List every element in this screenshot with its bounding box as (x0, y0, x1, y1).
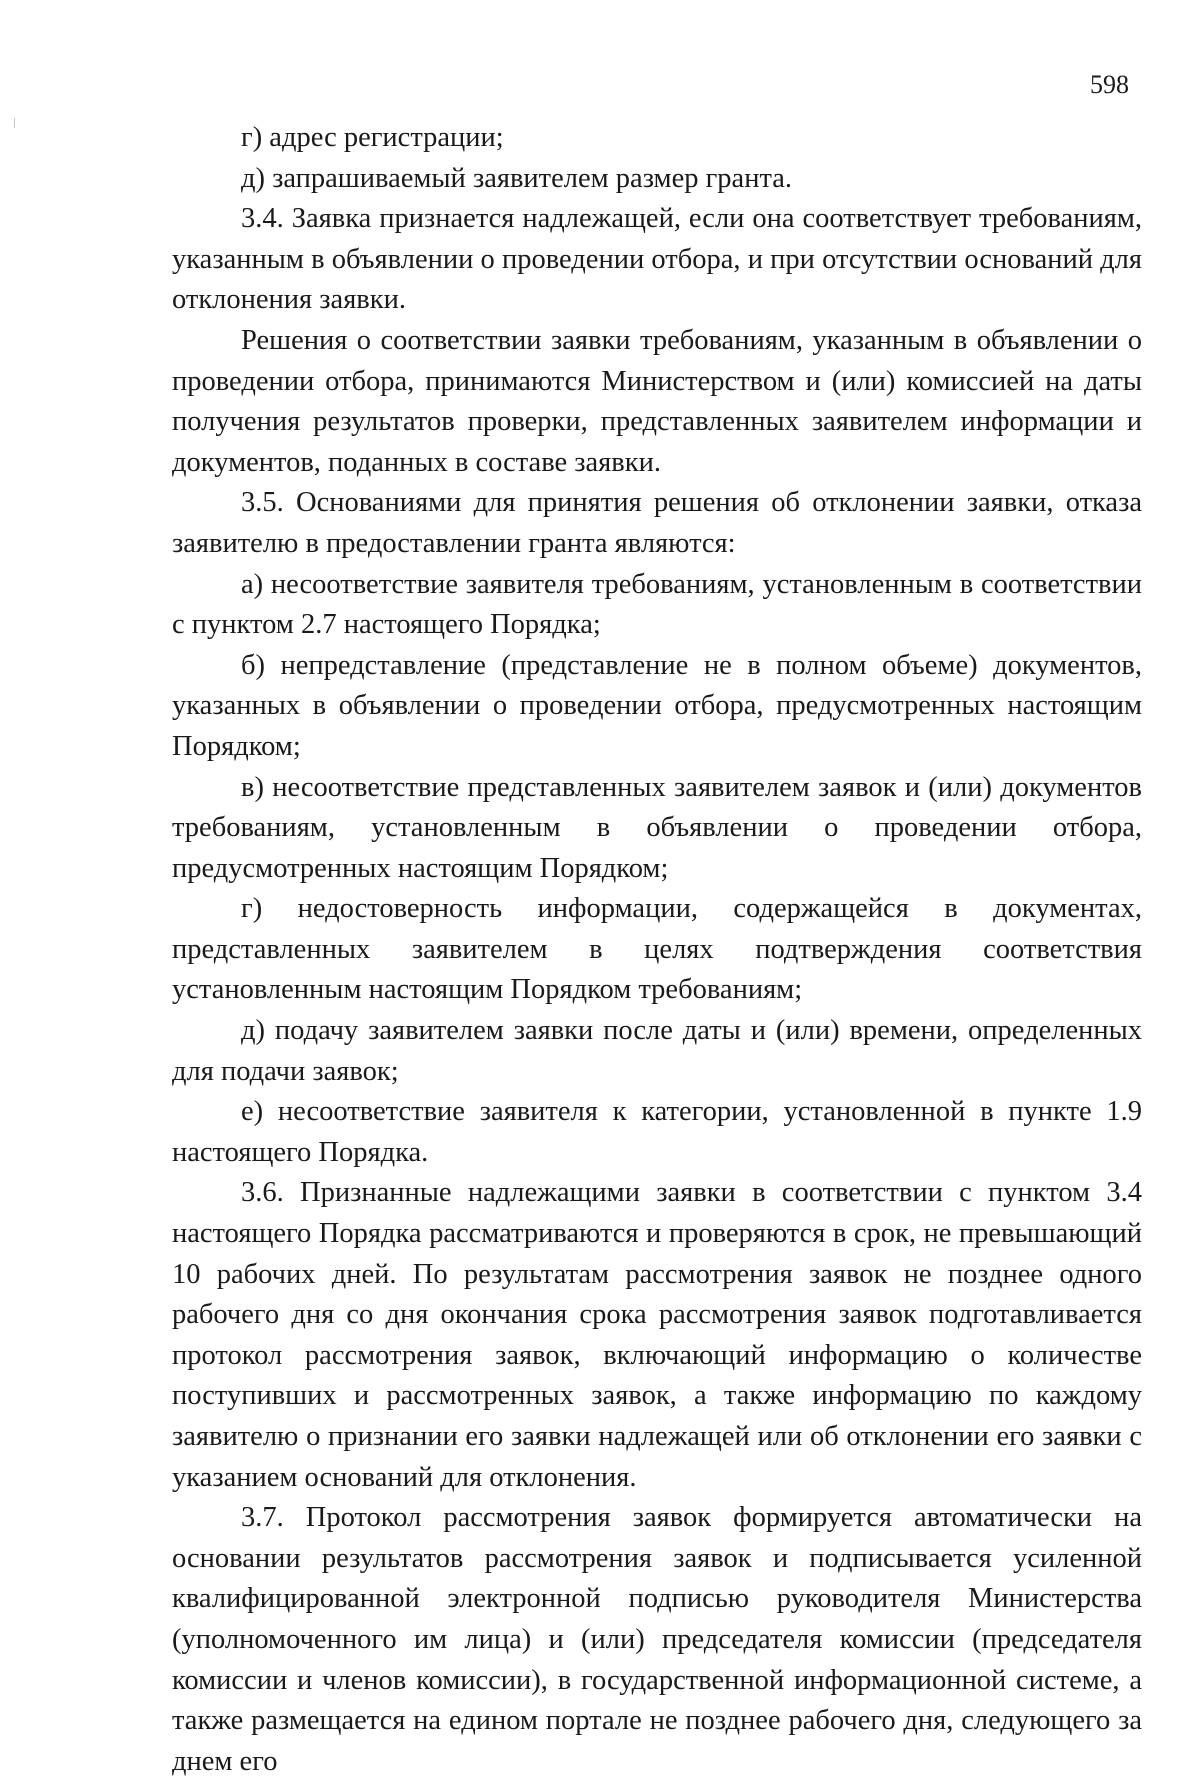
paragraph-item-d: д) подачу заявителем заявки после даты и (или) времени, определенных для подачи заявок; (172, 1015, 1142, 1087)
paragraph-clause-3-4: 3.4. Заявка признается надлежащей, если она соответствует требованиям, указанным в объявлении о проведении отбора, и при отсутствии оснований для отклонения заявки. (172, 203, 1142, 316)
paragraph-clause-3-6: 3.6. Признанные надлежащими заявки в соответствии с пунктом 3.4 настоящего Порядка рассматриваются и проверяются в срок, не превышающий 10 рабочих дней. По результатам рассмотрения заявок не позднее одного рабочего дня со дня окончания срока рассмотрения заявок подготавливается протокол рассмотрения заявок, включающий информацию о количестве поступивших и рассмотренных заявок, а также информацию по каждому заявителю о признании его заявки надлежащей или об отклонении его заявки с указанием оснований для отклонения. (172, 1177, 1142, 1493)
paragraph-item-a: а) несоответствие заявителя требованиям, установленным в соответствии с пунктом 2.7 настоящего Порядка; (172, 568, 1142, 641)
paragraph-item-b: б) непредставление (представление не в полном объеме) документов, указанных в объявлении о проведении отбора, предусмотренных настоящим Порядком; (172, 649, 1142, 762)
paragraph-item-g-address: г) адрес регистрации; (241, 122, 504, 153)
paragraph-clause-3-7: 3.7. Протокол рассмотрения заявок формируется автоматически на основании результатов рассмотрения заявок и подписывается усиленной квалифицированной электронной подписью руководителя Министерства (уполномоченного им лица) и (или) председателя комиссии (председателя комиссии и членов комиссии), в государственной информационной системе, а также размещается на едином портале не позднее рабочего дня, следующего за днем его (172, 1502, 1142, 1777)
paragraph-item-d-grant-size: д) запрашиваемый заявителем размер гранта. (241, 162, 793, 194)
scan-margin-mark (14, 118, 15, 128)
paragraph-decisions: Решения о соответствии заявки требованиям, указанным в объявлении о проведении отбора, принимаются Министерством и (или) комиссией на даты получения результатов проверки, представленных заявителем информации и документов, поданных в составе заявки. (172, 324, 1142, 478)
page-number: 598 (1090, 70, 1129, 99)
document-body (172, 118, 1142, 1782)
paragraph-item-e: е) несоответствие заявителя к категории, установленной в пункте 1.9 настоящего Порядка. (172, 1096, 1142, 1168)
paragraph-clause-3-5: 3.5. Основаниями для принятия решения об отклонении заявки, отказа заявителю в предоставлении гранта являются: (172, 487, 1142, 559)
paragraph-item-g: г) недостоверность информации, содержащейся в документах, представленных заявителем в целях подтверждения соответствия установленным настоящим Порядком требованиям; (172, 893, 1142, 1006)
paragraph-item-v: в) несоответствие представленных заявителем заявок и (или) документов требованиям, установленным в объявлении о проведении отбора, предусмотренных настоящим Порядком; (172, 771, 1142, 884)
